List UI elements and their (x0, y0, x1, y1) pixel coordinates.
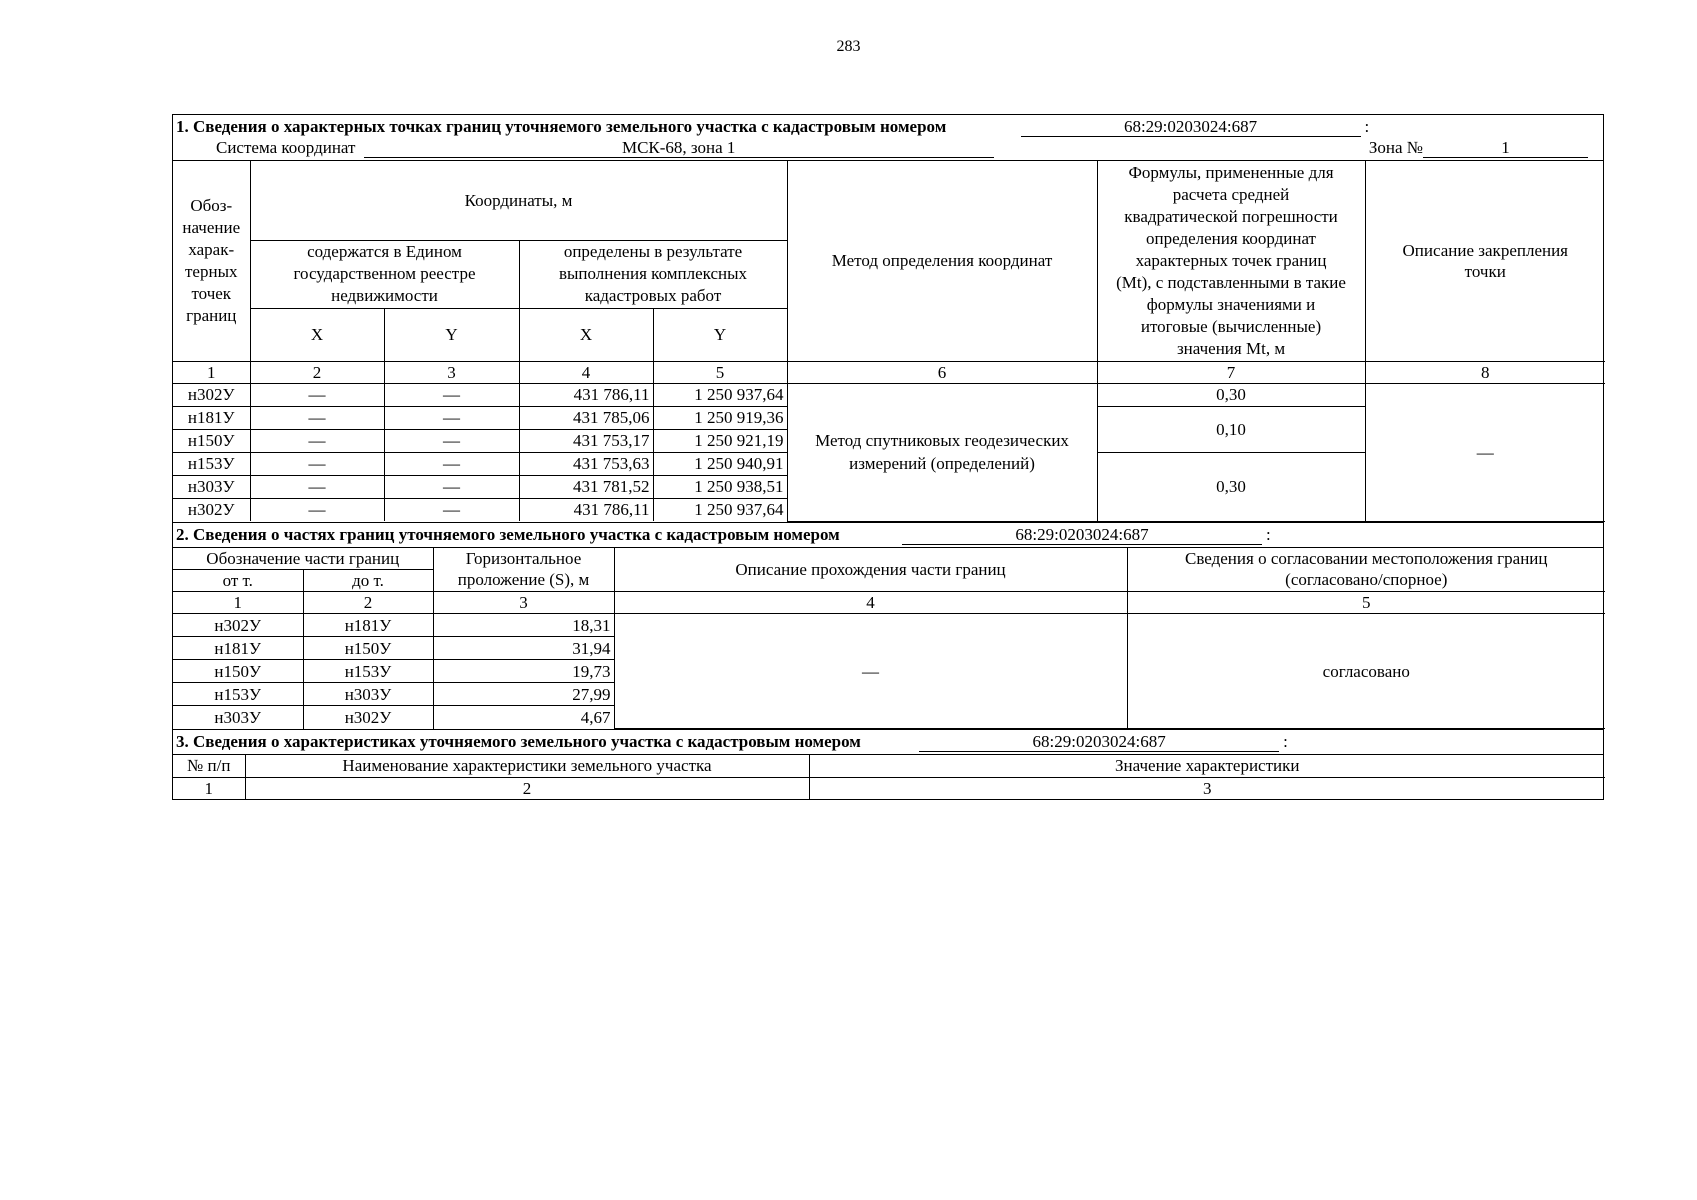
y-value: 1 250 919,36 (653, 406, 787, 429)
header-x: X (519, 308, 653, 361)
header-designation: Обоз- начение харак- терных точек границ (173, 161, 250, 361)
x-egrn: — (250, 498, 384, 521)
agreement-value: согласовано (1127, 614, 1605, 729)
y-egrn: — (384, 452, 519, 475)
to-point: н181У (303, 614, 433, 637)
header-formulas: Формулы, примененные для расчета средней квадратической погрешности определения координат характерных точек границ (Mt), с подставленными в такие формулы значениями и итоговые (вычисленные) значения Mt, м (1097, 161, 1365, 361)
header-agreement: Сведения о согласовании местоположения границ (согласовано/спорное) (1127, 548, 1605, 592)
table-row (173, 383, 1605, 406)
header-no: № п/п (173, 755, 245, 777)
from-point: н181У (173, 637, 303, 660)
col-number: 1 (173, 361, 250, 383)
to-point: н153У (303, 660, 433, 683)
point-name: н303У (173, 475, 250, 498)
col-number: 2 (245, 777, 809, 799)
y-egrn: — (384, 498, 519, 521)
point-name: н302У (173, 383, 250, 406)
header-fixing: Описание закрепления точки (1365, 161, 1605, 361)
section3-header (173, 729, 1603, 755)
table-row (173, 614, 1605, 637)
x-egrn: — (250, 452, 384, 475)
col-number: 6 (787, 361, 1097, 383)
zone-value: 1 (1423, 138, 1588, 158)
col-number: 1 (173, 592, 303, 614)
header-description: Описание прохождения части границ (614, 548, 1127, 592)
section2-header (173, 522, 1603, 548)
x-egrn: — (250, 406, 384, 429)
from-point: н303У (173, 706, 303, 729)
col-number: 4 (519, 361, 653, 383)
from-point: н150У (173, 660, 303, 683)
header-name: Наименование характеристики земельного участка (245, 755, 809, 777)
x-value: 431 786,11 (519, 498, 653, 521)
section2-col-numbers (173, 592, 1605, 614)
y-value: 1 250 921,19 (653, 429, 787, 452)
from-point: н153У (173, 683, 303, 706)
x-egrn: — (250, 429, 384, 452)
header-x-egrn: X (250, 308, 384, 361)
col-number: 2 (303, 592, 433, 614)
page-number: 283 (836, 38, 861, 55)
x-value: 431 753,17 (519, 429, 653, 452)
from-point: н302У (173, 614, 303, 637)
section2-cadastral-number: 68:29:0203024:687 (902, 525, 1262, 545)
section3-table (173, 755, 1605, 799)
x-value: 431 781,52 (519, 475, 653, 498)
mt-value: 0,30 (1097, 383, 1365, 406)
horizontal-value: 31,94 (433, 637, 614, 660)
y-value: 1 250 937,64 (653, 383, 787, 406)
col-number: 2 (250, 361, 384, 383)
section1-header (173, 115, 1603, 161)
col-number: 3 (384, 361, 519, 383)
section1-cadastral-number: 68:29:0203024:687 (1021, 117, 1361, 137)
section1-col-numbers (173, 361, 1605, 383)
y-egrn: — (384, 406, 519, 429)
col-number: 1 (173, 777, 245, 799)
x-egrn: — (250, 383, 384, 406)
x-value: 431 786,11 (519, 383, 653, 406)
section2-table (173, 548, 1605, 730)
point-name: н181У (173, 406, 250, 429)
y-value: 1 250 938,51 (653, 475, 787, 498)
section1-table (173, 161, 1605, 522)
method-value: Метод спутниковых геодезических измерений (определений) (787, 383, 1097, 521)
section1-title: 1. Сведения о характерных точках границ уточняемого земельного участка с кадастровым номером (176, 117, 947, 136)
description-value: — (614, 614, 1127, 729)
section3-col-numbers (173, 777, 1605, 799)
mt-value: 0,10 (1097, 406, 1365, 452)
section3-title: 3. Сведения о характеристиках уточняемого земельного участка с кадастровым номером (176, 732, 861, 751)
y-value: 1 250 937,64 (653, 498, 787, 521)
section3-colon: : (1283, 732, 1288, 751)
col-number: 5 (1127, 592, 1605, 614)
zone-label: Зона № (1368, 138, 1423, 157)
header-value: Значение характеристики (809, 755, 1605, 777)
point-name: н302У (173, 498, 250, 521)
header-y: Y (653, 308, 787, 361)
section2-title: 2. Сведения о частях границ уточняемого земельного участка с кадастровым номером (176, 524, 840, 544)
header-from: от т. (173, 570, 303, 592)
to-point: н302У (303, 706, 433, 729)
col-number: 8 (1365, 361, 1605, 383)
col-number: 3 (809, 777, 1605, 799)
header-egrn: содержатся в Едином государственном реестре недвижимости (250, 240, 519, 308)
zone-box (1369, 137, 1588, 158)
point-name: н150У (173, 429, 250, 452)
fixing-value: — (1365, 383, 1605, 521)
col-number: 3 (433, 592, 614, 614)
header-to: до т. (303, 570, 433, 592)
coord-system-line (176, 137, 1600, 158)
header-determined: определены в результате выполнения комплексных кадастровых работ (519, 240, 787, 308)
cadastral-form (172, 114, 1604, 800)
x-egrn: — (250, 475, 384, 498)
header-horizontal: Горизонтальное проложение (S), м (433, 548, 614, 592)
header-method: Метод определения координат (787, 161, 1097, 361)
y-egrn: — (384, 475, 519, 498)
to-point: н150У (303, 637, 433, 660)
horizontal-value: 27,99 (433, 683, 614, 706)
section3-cadastral-number: 68:29:0203024:687 (919, 732, 1279, 752)
header-part-designation: Обозначение части границ (173, 548, 433, 570)
col-number: 7 (1097, 361, 1365, 383)
point-name: н153У (173, 452, 250, 475)
col-number: 4 (614, 592, 1127, 614)
y-egrn: — (384, 429, 519, 452)
section2-colon: : (1266, 524, 1271, 544)
mt-value: 0,30 (1097, 452, 1365, 521)
horizontal-value: 19,73 (433, 660, 614, 683)
y-value: 1 250 940,91 (653, 452, 787, 475)
header-y-egrn: Y (384, 308, 519, 361)
horizontal-value: 4,67 (433, 706, 614, 729)
x-value: 431 785,06 (519, 406, 653, 429)
to-point: н303У (303, 683, 433, 706)
col-number: 5 (653, 361, 787, 383)
x-value: 431 753,63 (519, 452, 653, 475)
section1-colon: : (1364, 117, 1370, 136)
coord-system-value: МСК-68, зона 1 (364, 138, 994, 158)
header-coordinates: Координаты, м (250, 161, 787, 240)
coord-system-label: Система координат (216, 138, 356, 157)
horizontal-value: 18,31 (433, 614, 614, 637)
y-egrn: — (384, 383, 519, 406)
